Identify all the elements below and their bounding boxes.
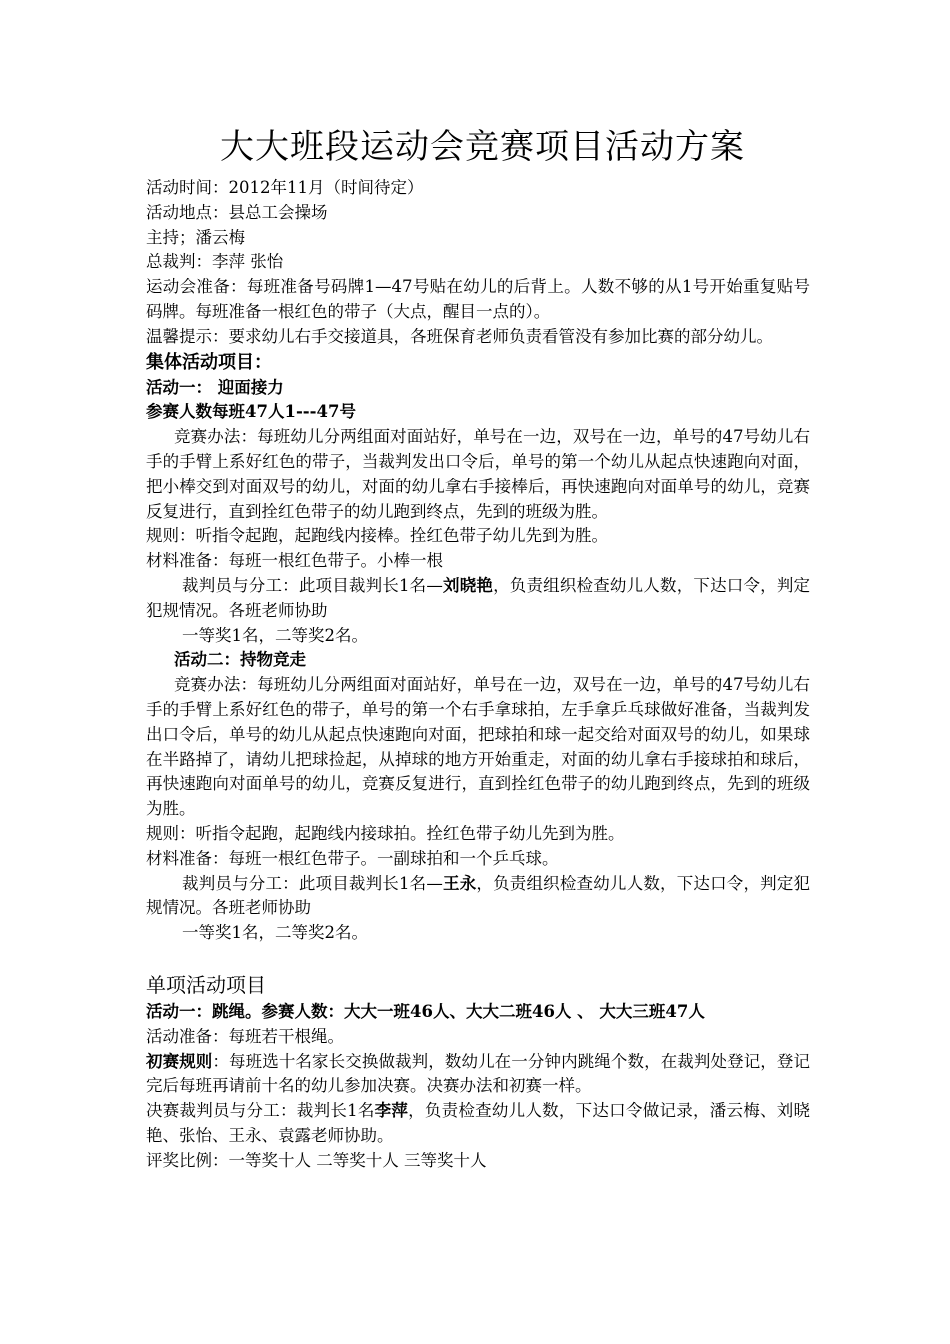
group-act1-method: 竞赛办法：每班幼儿分两组面对面站好，单号在一边，双号在一边，单号的47号幼儿右手的手臂上系好红色的带子，当裁判发出口令后，单号的第一个幼儿从起点快速跑向对面，把小棒交到对面双号的幼儿，对面的幼儿拿右手接棒后，再快速跑向对面单号的幼儿，竞赛反复进行，直到拴红色带子的幼儿跑到终点，先到的班级为胜。: [146, 427, 810, 521]
group-act2-awards: 一等奖1名，二等奖2名。: [182, 923, 368, 943]
prelim-label: 初赛规则: [146, 1051, 213, 1071]
single-heading: 单项活动项目: [146, 972, 266, 997]
final-judge-name: 李萍: [374, 1101, 409, 1121]
group-act1-judges-post: ，负责组织检查幼儿人数，下达口令，判定犯规情况。各班老师协助: [146, 575, 811, 620]
single-act1-final: [146, 1099, 810, 1149]
activity-host: 主持；潘云梅: [146, 227, 245, 247]
group-act2-judge-name: 王永: [442, 873, 477, 893]
group-act1-participants: 参赛人数每班47人1---47号: [146, 402, 356, 422]
document-page: [146, 118, 810, 1173]
group-act2-rules: 规则：听指令起跑，起跑线内接球拍。拴红色带子幼儿先到为胜。: [146, 823, 625, 843]
group-act1-judges-pre: 裁判员与分工：此项目裁判长1名—: [182, 575, 443, 595]
activity-place: 活动地点：县总工会操场: [146, 202, 328, 222]
section-gap: [146, 946, 810, 970]
prelim-text: ：每班选十名家长交换做裁判，数幼儿在一分钟内跳绳个数，在裁判处登记，登记完后每班再请前十名的幼儿参加决赛。决赛办法和初赛一样。: [146, 1051, 811, 1096]
group-act2-title: 活动二：持物竞走: [174, 650, 306, 670]
single-act1-prep: 活动准备：每班若干根绳。: [146, 1026, 344, 1046]
activity-time: 活动时间：2012年11月（时间待定）: [146, 178, 424, 197]
chief-judge: 总裁判：李萍 张怡: [146, 252, 284, 272]
single-act1-title: 活动一：跳绳。参赛人数：大大一班46人、大大二班46人 、 大大三班47人: [146, 1001, 705, 1021]
group-act2-judges: [146, 872, 810, 922]
meet-preparation: 运动会准备：每班准备号码牌1—47号贴在幼儿的后背上。人数不够的从1号开始重复贴号码牌。每班准备一根红色的带子（大点，醒目一点的）。: [146, 277, 810, 321]
group-act1-judge-name: 刘晓艳: [442, 575, 494, 595]
group-act2-judges-post: ，负责组织检查幼儿人数，下达口令，判定犯规情况。各班老师协助: [146, 873, 811, 918]
group-act1-materials: 材料准备：每班一根红色带子。小棒一根: [146, 551, 443, 571]
warm-tip: 温馨提示：要求幼儿右手交接道具，各班保育老师负责看管没有参加比赛的部分幼儿。: [146, 326, 773, 346]
document-title: 大大班段运动会竞赛项目活动方案: [220, 127, 745, 167]
group-act1-title: 活动一： 迎面接力: [146, 377, 284, 397]
group-heading: 集体活动项目：: [146, 351, 272, 373]
group-act2-judges-pre: 裁判员与分工：此项目裁判长1名—: [182, 873, 443, 893]
final-pre: 决赛裁判员与分工：裁判长1名: [146, 1101, 375, 1121]
group-act2-method: 竞赛办法：每班幼儿分两组面对面站好，单号在一边，双号在一边，单号的47号幼儿右手的手臂上系好红色的带子，单号的第一个右手拿球拍，左手拿乒乓球做好准备，当裁判发出口令后，单号的幼儿从起点快速跑向对面，把球拍和球一起交给对面双号的幼儿，如果球在半路掉了，请幼儿把球捡起，从掉球的地方开始重走，对面的幼儿拿右手接球拍和球后，再快速跑向对面单号的幼儿，竞赛反复进行，直到拴红色带子的幼儿跑到终点，先到的班级为胜。: [146, 675, 810, 819]
group-act1-awards: 一等奖1名，二等奖2名。: [182, 625, 368, 645]
single-act1-awards: 评奖比例：一等奖十人 二等奖十人 三等奖十人: [146, 1150, 487, 1170]
group-act1-rules: 规则：听指令起跑，起跑线内接棒。拴红色带子幼儿先到为胜。: [146, 526, 608, 546]
final-post: ，负责检查幼儿人数，下达口令做记录，潘云梅、刘晓艳、张怡、王永、袁露老师协助。: [146, 1101, 811, 1145]
group-act1-judges: [146, 574, 810, 624]
group-act2-materials: 材料准备：每班一根红色带子。一副球拍和一个乒乓球。: [146, 848, 559, 868]
single-act1-prelim: [146, 1050, 810, 1100]
